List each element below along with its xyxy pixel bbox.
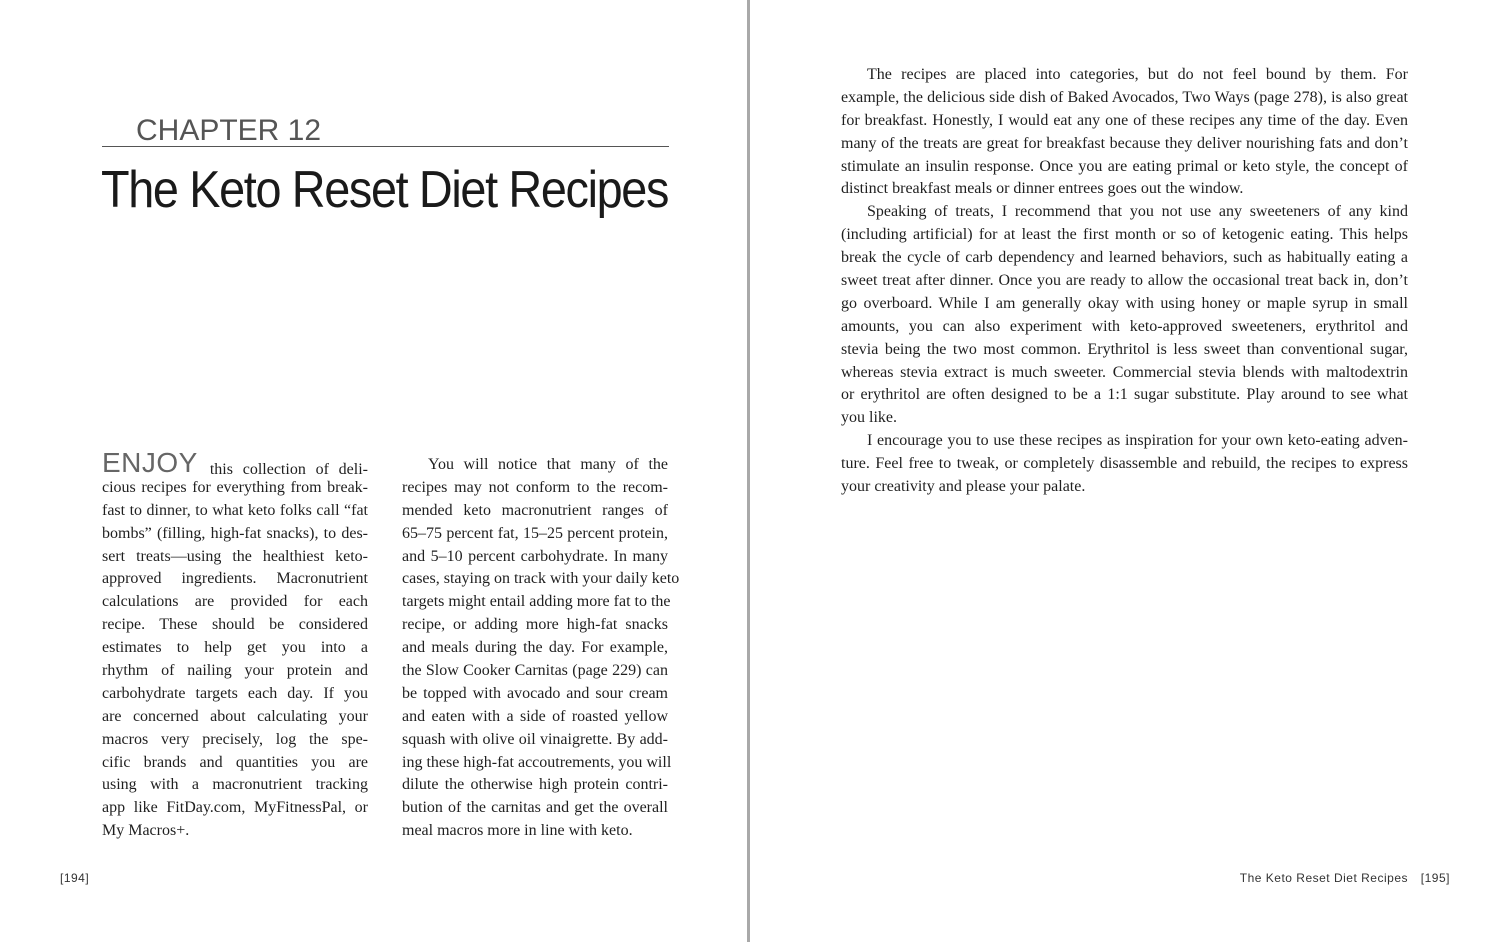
body-column-right: [841, 64, 1408, 499]
text-line: macros very precisely, log the spe-: [102, 730, 368, 748]
text-line: this collection of deli-: [209, 461, 368, 478]
text-line: carbohydrate targets each day. If you: [102, 684, 368, 702]
text-line: bombs” (filling, high-fat snacks), to des-: [102, 524, 368, 542]
text-line: whereas stevia extract is much sweeter. Commercial stevia blends with maltodextrin: [841, 363, 1408, 381]
chapter-rule: [102, 146, 669, 147]
text-line: dilute the otherwise high protein contri-: [402, 776, 668, 794]
text-line: distinct breakfast meals or dinner entrees goes out the window.: [841, 180, 1244, 198]
text-line: recipe. These should be considered: [102, 616, 368, 634]
text-line: My Macros+.: [102, 822, 190, 840]
text-line: cific brands and quantities you are: [102, 753, 368, 771]
text-line: approved ingredients. Macronutrient: [102, 570, 368, 588]
text-line: sert treats—using the healthiest keto-: [102, 547, 368, 565]
text-line: rhythm of nailing your protein and: [102, 662, 368, 680]
left-page: [0, 0, 747, 942]
right-page: [750, 0, 1500, 942]
text-line: the Slow Cooker Carnitas (page 229) can: [402, 662, 668, 680]
text-line: bution of the carnitas and get the overall: [402, 799, 668, 817]
text-line: many of the treats are great for breakfast because they deliver nourishing fats and don’t: [841, 134, 1408, 152]
running-head: The Keto Reset Diet Recipes: [1239, 871, 1408, 885]
text-line: sweet treat after dinner. Once you are ready to allow the occasional treat back in, don’t: [841, 272, 1408, 290]
text-line: and eaten with a side of roasted yellow: [402, 707, 668, 725]
text-line: recipes may not conform to the recom-: [402, 478, 668, 496]
text-line: fast to dinner, to what keto folks call “fat: [102, 501, 368, 519]
text-line: app like FitDay.com, MyFitnessPal, or: [102, 799, 368, 817]
text-line: mended keto macronutrient ranges of: [402, 501, 668, 519]
text-line: I encourage you to use these recipes as inspiration for your own keto-eating adven-: [867, 432, 1408, 450]
page-number-right: [195]: [1420, 871, 1450, 885]
chapter-title: The Keto Reset Diet Recipes: [101, 161, 669, 219]
text-line: for breakfast. Honestly, I would eat any one of these recipes any time of the day. Even: [841, 111, 1408, 129]
chapter-label: CHAPTER 12: [136, 114, 322, 147]
text-line: break the cycle of carb dependency and learned behaviors, such as habitually eating a: [841, 249, 1408, 267]
lead-in-word: ENJOY: [102, 447, 198, 478]
text-line: example, the delicious side dish of Baked Avocados, Two Ways (page 278), is also great: [841, 88, 1408, 106]
text-line: ture. Feel free to tweak, or completely disassemble and rebuild, the recipes to express: [841, 455, 1408, 473]
text-line: you like.: [841, 409, 897, 427]
text-line: stimulate an insulin response. Once you are eating primal or keto style, the concept of: [841, 157, 1408, 175]
first-line: [102, 447, 368, 478]
text-line: your creativity and please your palate.: [841, 478, 1086, 496]
text-line: stevia being the two most common. Erythritol is less sweet than conventional sugar,: [841, 340, 1408, 358]
text-line: go overboard. While I am generally okay with using honey or maple syrup in small: [841, 294, 1408, 312]
text-line: cases, staying on track with your daily keto: [402, 570, 680, 588]
text-line: and meals during the day. For example,: [402, 639, 668, 657]
text-line: and 5–10 percent carbohydrate. In many: [402, 547, 668, 565]
body-column-middle: [402, 454, 680, 843]
body-column-left: [102, 447, 368, 843]
text-line: squash with olive oil vinaigrette. By add-: [402, 730, 668, 748]
text-line: You will notice that many of the: [428, 456, 668, 473]
text-line: estimates to help get you into a: [102, 639, 368, 657]
text-line: targets might entail adding more fat to the: [402, 593, 671, 611]
text-line: recipe, or adding more high-fat snacks: [402, 616, 668, 634]
text-line: cious recipes for everything from break-: [102, 478, 368, 496]
text-line: meal macros more in line with keto.: [402, 822, 633, 840]
text-line: The recipes are placed into categories, but do not feel bound by them. For: [867, 66, 1408, 83]
text-line: are concerned about calculating your: [102, 707, 368, 725]
text-line: amounts, you can also experiment with keto-approved sweeteners, erythritol and: [841, 317, 1408, 335]
text-line: Speaking of treats, I recommend that you not use any sweeteners of any kind: [867, 203, 1408, 221]
text-line: ing these high-fat accoutrements, you will: [402, 753, 672, 771]
text-line: calculations are provided for each: [102, 593, 368, 611]
text-line: 65–75 percent fat, 15–25 percent protein,: [402, 524, 668, 542]
text-line: using with a macronutrient tracking: [102, 776, 368, 794]
text-line: (including artificial) for at least the first month or so of ketogenic eating. This helps: [841, 226, 1408, 244]
page-number-left: [194]: [60, 871, 90, 885]
text-line: be topped with avocado and sour cream: [402, 684, 668, 702]
text-line: or erythritol are often designed to be a 1:1 sugar substitute. Play around to see what: [841, 386, 1408, 404]
